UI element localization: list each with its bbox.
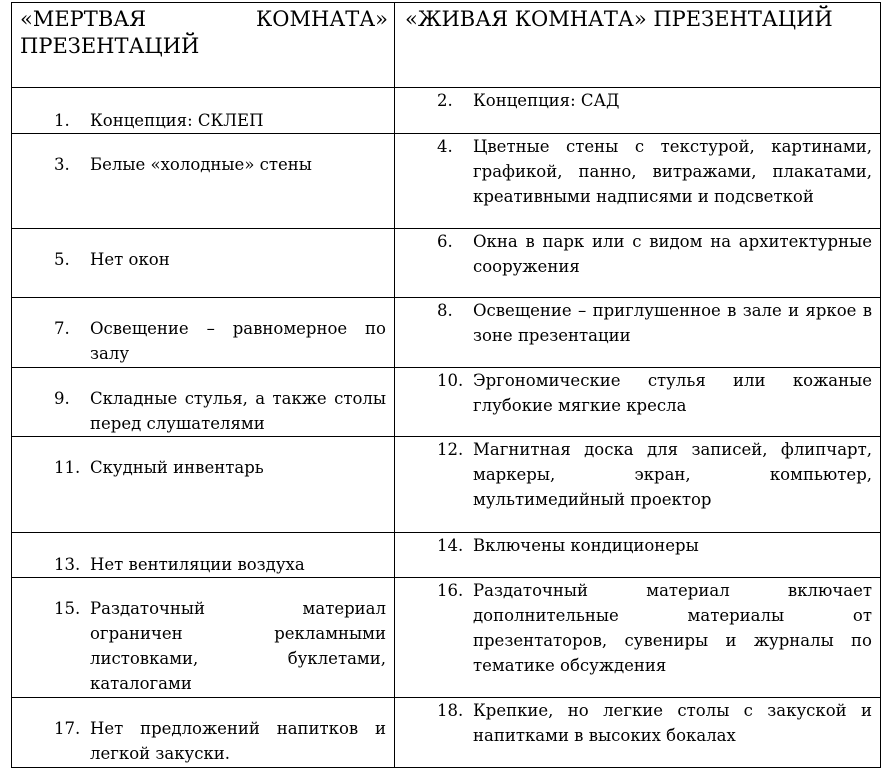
table-cell-left [12, 134, 395, 229]
item-number: 10. [437, 371, 464, 390]
table-cell-right [395, 298, 881, 368]
item-text: Раздаточный материал включает дополнительные материалы от презентаторов, сувениры и журналы по тематике обсуждения [473, 581, 872, 675]
item-number: 17. [54, 719, 81, 738]
item-number: 14. [437, 536, 464, 555]
header-dead-room: «МЕРТВАЯ КОМНАТА» ПРЕЗЕНТАЦИЙ [12, 3, 395, 88]
item-text: Цветные стены с текстурой, картинами, графикой, панно, витражами, плакатами, креативными надписями и подсветкой [473, 137, 872, 206]
item-number: 7. [54, 319, 70, 338]
item-text: Магнитная доска для записей, флипчарт, маркеры, экран, компьютер, мультимедийный проектор [473, 440, 872, 509]
table-cell-left [12, 229, 395, 298]
table-row [12, 533, 881, 578]
table-row [12, 437, 881, 533]
item-text: Освещение – приглушенное в зале и яркое в зоне презентации [473, 301, 872, 345]
table-row [12, 578, 881, 698]
item-text: Складные стулья, а также столы перед слушателями [90, 389, 386, 433]
item-number: 6. [437, 232, 453, 251]
item-number: 11. [54, 458, 81, 477]
table-cell-right [395, 698, 881, 768]
table-cell-left [12, 88, 395, 134]
item-number: 15. [54, 599, 81, 618]
item-number: 3. [54, 155, 70, 174]
header-row [12, 3, 881, 88]
item-text: Окна в парк или с видом на архитектурные сооружения [473, 232, 872, 276]
table-cell-right [395, 229, 881, 298]
table-row [12, 698, 881, 768]
item-number: 8. [437, 301, 453, 320]
item-text: Концепция: САД [473, 91, 620, 110]
item-number: 4. [437, 137, 453, 156]
item-number: 12. [437, 440, 464, 459]
item-number: 5. [54, 250, 70, 269]
item-text: Белые «холодные» стены [90, 155, 312, 174]
table-row [12, 134, 881, 229]
table-cell-right [395, 437, 881, 533]
item-text: Раздаточный материал ограничен рекламными листовками, буклетами, каталогами [90, 599, 386, 693]
item-number: 9. [54, 389, 70, 408]
item-text: Нет окон [90, 250, 170, 269]
item-number: 13. [54, 555, 81, 574]
item-text: Нет предложений напитков и легкой закуски. [90, 719, 386, 763]
table-cell-left [12, 698, 395, 768]
comparison-table [11, 2, 881, 768]
table-row [12, 88, 881, 134]
item-text: Включены кондиционеры [473, 536, 699, 555]
table-cell-right [395, 533, 881, 578]
header-live-room: «ЖИВАЯ КОМНАТА» ПРЕЗЕНТАЦИЙ [395, 3, 881, 88]
item-number: 2. [437, 91, 453, 110]
item-number: 16. [437, 581, 464, 600]
item-number: 18. [437, 701, 464, 720]
table-row [12, 298, 881, 368]
item-text: Эргономические стулья или кожаные глубокие мягкие кресла [473, 371, 872, 415]
item-text: Освещение – равномерное по залу [90, 319, 386, 363]
item-number: 1. [54, 111, 70, 130]
table-cell-right [395, 368, 881, 437]
table-cell-right [395, 578, 881, 698]
table-cell-right [395, 134, 881, 229]
table-cell-left [12, 437, 395, 533]
table-cell-left [12, 578, 395, 698]
table-row [12, 368, 881, 437]
table-cell-left [12, 533, 395, 578]
table-cell-left [12, 298, 395, 368]
item-text: Скудный инвентарь [90, 458, 264, 477]
item-text: Нет вентиляции воздуха [90, 555, 305, 574]
item-text: Крепкие, но легкие столы с закуской и напитками в высоких бокалах [473, 701, 872, 745]
table-cell-left [12, 368, 395, 437]
table-row [12, 229, 881, 298]
table-cell-right [395, 88, 881, 134]
item-text: Концепция: СКЛЕП [90, 111, 264, 130]
